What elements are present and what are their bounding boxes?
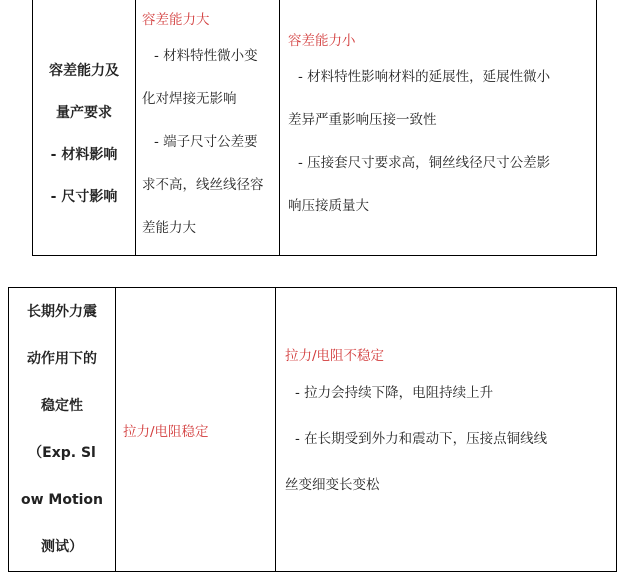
- label-line: 测试）: [41, 538, 83, 555]
- row-label-tolerance: [33, 0, 136, 256]
- right-line: 差异严重影响压接一致性: [288, 112, 437, 128]
- right-line: 丝变细变长变松: [285, 477, 380, 493]
- right-title: 容差能力小: [288, 33, 356, 49]
- label-line: （Exp. Sl: [28, 444, 96, 461]
- left-line: - 端子尺寸公差要: [154, 134, 258, 150]
- row-label-stability: [9, 288, 116, 572]
- left-title: 拉力/电阻稳定: [123, 423, 209, 440]
- left-line: 求不高，线丝线径容: [142, 177, 264, 193]
- right-line: - 材料特性影响材料的延展性，延展性微小: [298, 69, 551, 85]
- right-line: - 拉力会持续下降，电阻持续上升: [295, 385, 494, 401]
- right-cell-stability: [276, 288, 617, 572]
- comparison-table-tolerance: [32, 0, 597, 256]
- label-line: 动作用下的: [27, 350, 97, 367]
- left-title: 容差能力大: [142, 12, 210, 28]
- table-row: [33, 0, 597, 256]
- label-line: 稳定性: [41, 397, 83, 414]
- right-cell-tolerance: [280, 0, 597, 256]
- left-line: 差能力大: [142, 220, 196, 236]
- right-line: - 压接套尺寸要求高，铜丝线径尺寸公差影: [298, 155, 551, 171]
- right-line: 响压接质量大: [288, 198, 369, 214]
- label-line: - 尺寸影响: [50, 189, 118, 205]
- table-row: [9, 288, 617, 572]
- left-cell-tolerance: [136, 0, 280, 256]
- label-line: 长期外力震: [27, 303, 97, 320]
- comparison-table-stability: [8, 287, 617, 572]
- label-line: - 材料影响: [50, 147, 118, 163]
- left-line: 化对焊接无影响: [142, 91, 237, 107]
- right-line: - 在长期受到外力和震动下，压接点铜线线: [295, 431, 548, 447]
- left-line: - 材料特性微小变: [154, 48, 258, 64]
- label-line: 容差能力及: [49, 63, 119, 79]
- label-line: ow Motion: [20, 491, 104, 508]
- right-title: 拉力/电阻不稳定: [285, 348, 385, 364]
- label-line: 量产要求: [56, 105, 112, 121]
- left-cell-stability: [116, 288, 276, 572]
